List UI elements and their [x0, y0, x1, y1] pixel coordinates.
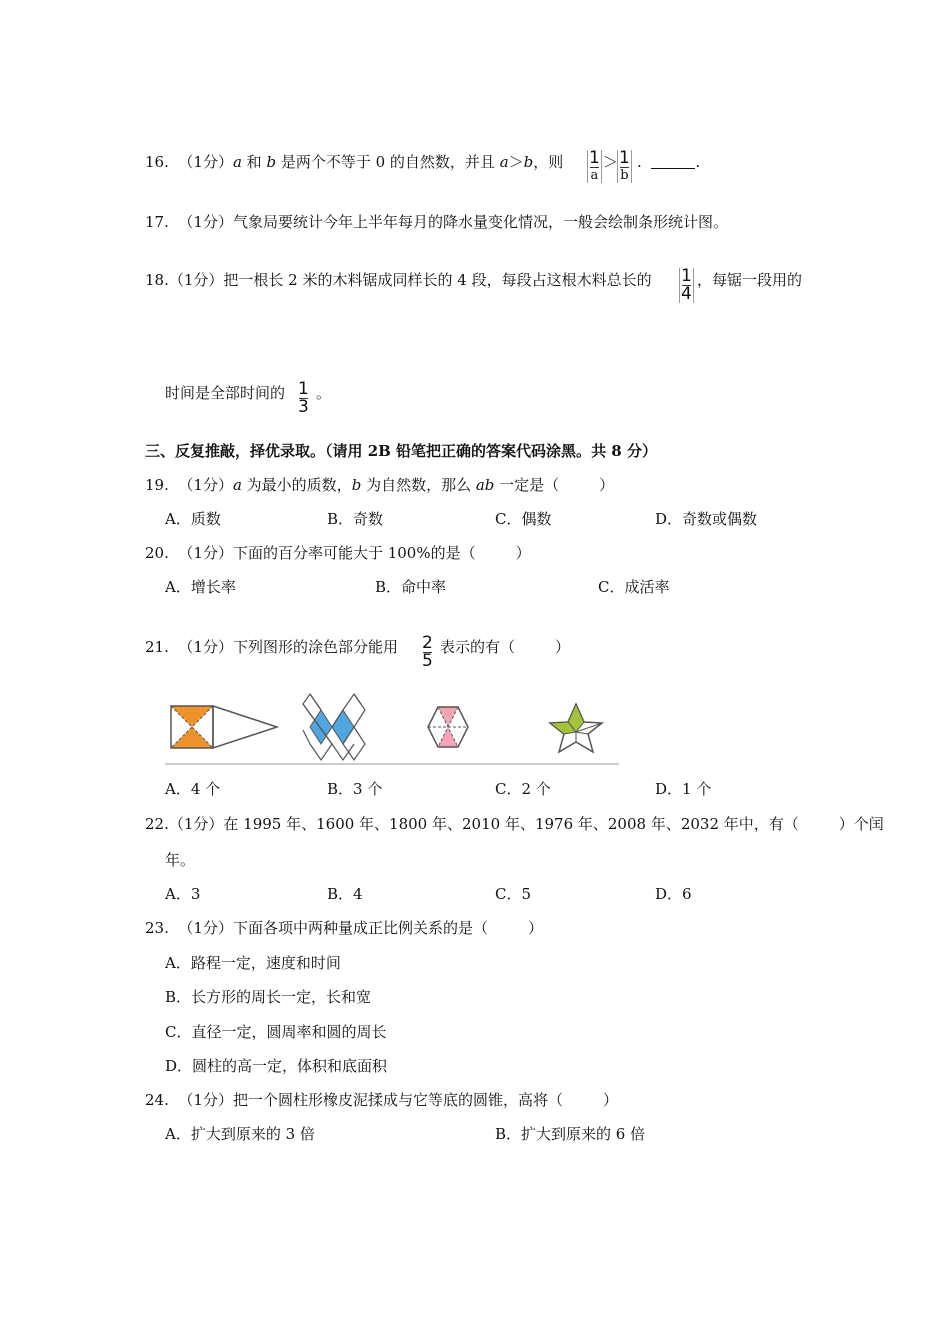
- question-23: 23. （1分）下面各项中两种量成正比例关系的是（ ）: [145, 919, 543, 937]
- q19-option-c[interactable]: C．偶数: [495, 510, 552, 528]
- shaded-figures: [165, 690, 625, 768]
- question-22-line2: 年。: [165, 851, 196, 869]
- q22-option-a[interactable]: A．3: [165, 885, 201, 903]
- q23-option-d[interactable]: D．圆柱的高一定，体积和底面积: [165, 1057, 388, 1075]
- question-24: 24. （1分）把一个圆柱形橡皮泥揉成与它等底的圆锥，高将（ ）: [145, 1091, 618, 1109]
- section-3-title: 三、反复推敲，择优录取。（请用 2B 铅笔把正确的答案代码涂黑。共 8 分）: [145, 442, 657, 460]
- q21-option-c[interactable]: C．2 个: [495, 780, 551, 798]
- q22-option-c[interactable]: C．5: [495, 885, 532, 903]
- question-21-cont: 表示的有（ ）: [440, 638, 571, 656]
- figure-rhombi: [303, 694, 365, 760]
- figure-square-with-triangle: [171, 706, 277, 748]
- q19-option-b[interactable]: B．奇数: [327, 510, 384, 528]
- figure-hexagon: [428, 707, 468, 747]
- q23-option-c[interactable]: C．直径一定，圆周率和圆的周长: [165, 1023, 387, 1041]
- fig1-top-shaded: [171, 706, 213, 727]
- question-17: 17. （1分）气象局要统计今年上半年每月的降水量变化情况，一般会绘制条形统计图。: [145, 213, 728, 231]
- q22-option-d[interactable]: D．6: [655, 885, 692, 903]
- q20-option-b[interactable]: B．命中率: [375, 578, 447, 596]
- fig2-right-shaded: [332, 710, 354, 744]
- question-18-line2: 时间是全部时间的: [165, 384, 286, 402]
- fraction-1-over-4: 1 4: [681, 266, 692, 304]
- q24-option-b[interactable]: B．扩大到原来的 6 倍: [495, 1125, 646, 1143]
- q19-option-a[interactable]: A．质数: [165, 510, 221, 528]
- fraction-2-over-5: 2 5: [422, 633, 433, 671]
- q21-option-d[interactable]: D．1 个: [655, 780, 712, 798]
- fig1-bottom-shaded: [171, 727, 213, 748]
- q19-option-d[interactable]: D．奇数或偶数: [655, 510, 758, 528]
- q18-line2-end: 。: [316, 384, 332, 402]
- greater-than-sign: ＞: [603, 153, 619, 171]
- q20-option-c[interactable]: C．成活率: [598, 578, 670, 596]
- question-18-cont: ，每锯一段用的: [697, 271, 803, 289]
- question-19: 19. （1分）a 为最小的质数，b 为自然数，那么 ab 一定是（ ）: [145, 476, 615, 494]
- q23-option-b[interactable]: B．长方形的周长一定，长和宽: [165, 988, 372, 1006]
- q20-option-a[interactable]: A．增长率: [165, 578, 236, 596]
- question-16: 16. （1分）a 和 b 是两个不等于 0 的自然数，并且 a＞b，则: [145, 153, 564, 171]
- q21-option-b[interactable]: B．3 个: [327, 780, 383, 798]
- q24-option-a[interactable]: A．扩大到原来的 3 倍: [165, 1125, 315, 1143]
- q22-option-b[interactable]: B．4: [327, 885, 363, 903]
- q16-answer-blank[interactable]: . .: [637, 153, 701, 171]
- figure-star: [550, 704, 602, 752]
- question-21: 21. （1分）下列图形的涂色部分能用: [145, 638, 398, 656]
- question-18: 18.（1分）把一根长 2 米的木料锯成同样长的 4 段，每段占这根木料总长的: [145, 271, 652, 289]
- question-20: 20. （1分）下面的百分率可能大于 100%的是（ ）: [145, 544, 531, 562]
- fraction-1-over-3: 1 3: [298, 379, 309, 417]
- fraction-1-over-b: 1 b: [619, 148, 630, 183]
- q23-option-a[interactable]: A．路程一定，速度和时间: [165, 954, 341, 972]
- fig3-bottom-shaded: [438, 727, 458, 747]
- fig3-top-shaded: [438, 707, 458, 727]
- q21-option-a[interactable]: A．4 个: [165, 780, 221, 798]
- question-22: 22.（1分）在 1995 年、1600 年、1800 年、2010 年、1976 年、2008 年、2032 年中，有（ ）个闰: [145, 815, 884, 833]
- fraction-1-over-a: 1 a: [589, 148, 600, 183]
